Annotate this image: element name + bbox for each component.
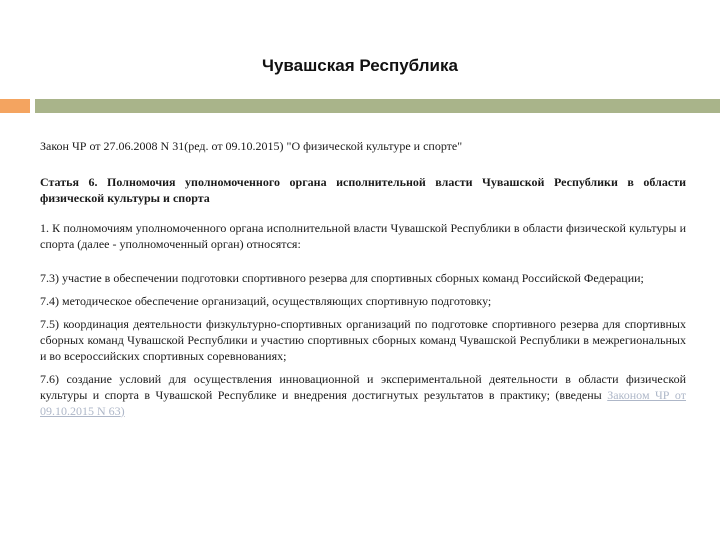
accent-bar-olive bbox=[35, 99, 720, 113]
law-reference: Закон ЧР от 27.06.2008 N 31(ред. от 09.10.2015) "О физической культуре и спорте" bbox=[40, 139, 463, 153]
list-item: 7.3) участие в обеспечении подготовки спортивного резерва для спортивных сборных команд Российской Федерации; bbox=[40, 271, 644, 285]
law-link-close: ) bbox=[120, 404, 125, 418]
paragraph-1: 1. К полномочиям уполномоченного органа исполнительной власти Чувашской Республики в области физической культуры и спорта (далее - уполномоченный орган) относятся: bbox=[40, 221, 686, 251]
list-item: 7.5) координация деятельности физкультурно-спортивных организаций по подготовке спортивного резерва для спортивных сборных команд Чувашской Республики и участию спортивных сборных команд Чувашской Республики в межрегиональных и во всероссийских спортивных соревнованиях; bbox=[40, 317, 686, 363]
list-item: 7.4) методическое обеспечение организаций, осуществляющих спортивную подготовку; bbox=[40, 294, 492, 308]
accent-bar-orange bbox=[0, 99, 30, 113]
list-item bbox=[40, 371, 686, 419]
list-item-text: 7.6) создание условий для осуществления инновационной и экспериментальной деятельности в области физической культуры и спорта в Чувашской Республике и внедрения достигнутых результатов в практику; (введены bbox=[40, 372, 686, 402]
document-body bbox=[40, 138, 686, 426]
law-link[interactable]: Законом ЧР от 09.10.2015 N 63 bbox=[40, 388, 687, 418]
slide-title: Чувашская Республика bbox=[262, 56, 458, 75]
article-heading: Статья 6. Полномочия уполномоченного органа исполнительной власти Чувашской Республики в области физической культуры и спорта bbox=[40, 175, 686, 205]
